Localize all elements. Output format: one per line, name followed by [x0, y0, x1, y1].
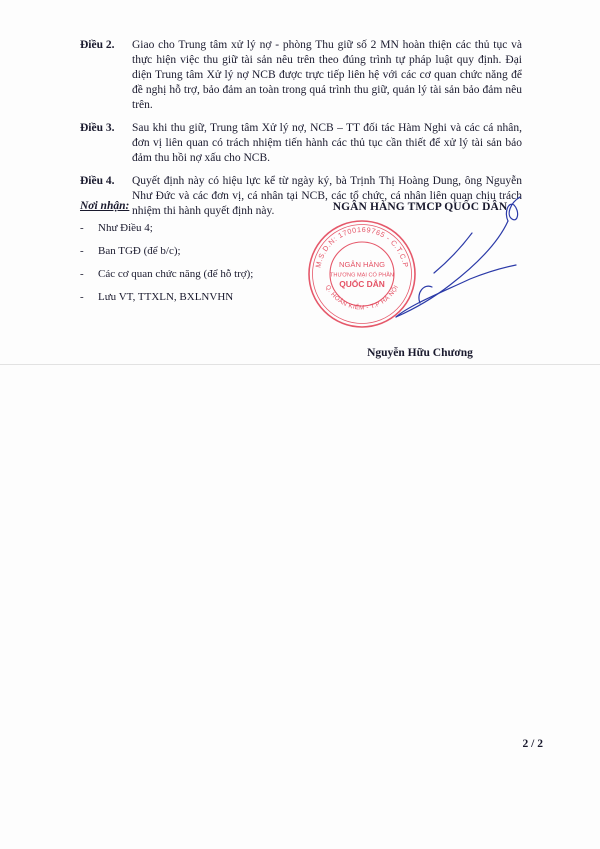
- recipient-text: Các cơ quan chức năng (để hỗ trợ);: [98, 268, 254, 280]
- recipient-item: [80, 290, 300, 304]
- recipient-item: [80, 244, 300, 258]
- article-text: Quyết định này có hiệu lực kể từ ngày ký, bà Trịnh Thị Hoàng Dung, ông Nguyễn Như Đức và các đơn vị, cá nhân tại NCB, các tổ chức, cá nhân liên quan chịu trách nhiệm thi hành quyết định này.: [132, 175, 522, 217]
- seal-line-1: NGÂN HÀNG: [339, 260, 385, 269]
- article-3: [80, 121, 522, 166]
- article-2: [80, 38, 522, 113]
- list-bullet: -: [80, 268, 84, 280]
- article-text: Sau khi thu giữ, Trung tâm Xử lý nợ, NCB – TT đối tác Hàm Nghi và các cá nhân, đơn vị liên quan có trách nhiệm tiến hành các thủ tục cần thiết để xử lý tài sản bảo đảm thu hồi nợ xấu cho NCB.: [132, 122, 522, 164]
- seal-outer-text: M.S.D.N: 1700169765 - C.T.C.P: [313, 224, 411, 269]
- article-text: Giao cho Trung tâm xử lý nợ - phòng Thu giữ số 2 MN hoàn thiện các thủ tục và thực hiện việc thu giữ tài sản nêu trên theo đúng trình tự pháp luật quy định. Đại diện Trung tâm Xử lý nợ NCB được trực tiếp liên hệ với các cơ quan chức năng để đề nghị hỗ trợ, bảo đảm an toàn trong quá trình thu giữ, quản lý tài sản bảo đảm nêu trên.: [132, 39, 522, 111]
- list-bullet: -: [80, 245, 84, 257]
- signer-name: Nguyễn Hữu Chương: [367, 347, 473, 359]
- recipient-text: Như Điều 4;: [98, 222, 153, 234]
- article-label: Điều 3.: [80, 122, 115, 134]
- page-number: 2 / 2: [522, 738, 543, 750]
- recipient-text: Lưu VT, TTXLN, BXLNVHN: [98, 291, 234, 303]
- article-label: Điều 2.: [80, 39, 115, 51]
- seal-bottom-text: Q. HOÀN KIẾM - T.P HÀ NỘI: [323, 283, 401, 312]
- list-bullet: -: [80, 291, 84, 303]
- list-bullet: -: [80, 222, 84, 234]
- seal-line-3: QUỐC DÂN: [339, 279, 385, 289]
- paper-crease: [0, 364, 600, 365]
- organization-name: NGÂN HÀNG TMCP QUỐC DÂN: [332, 201, 508, 213]
- recipient-text: Ban TGĐ (để b/c);: [98, 245, 181, 257]
- recipient-item: [80, 221, 300, 235]
- handwritten-signature: [380, 193, 540, 333]
- recipients-heading: Nơi nhận:: [80, 200, 130, 212]
- recipient-item: [80, 267, 300, 281]
- recipients-section: [80, 200, 300, 313]
- seal-line-2: THƯƠNG MẠI CỔ PHẦN: [330, 272, 394, 279]
- article-label: Điều 4.: [80, 175, 115, 187]
